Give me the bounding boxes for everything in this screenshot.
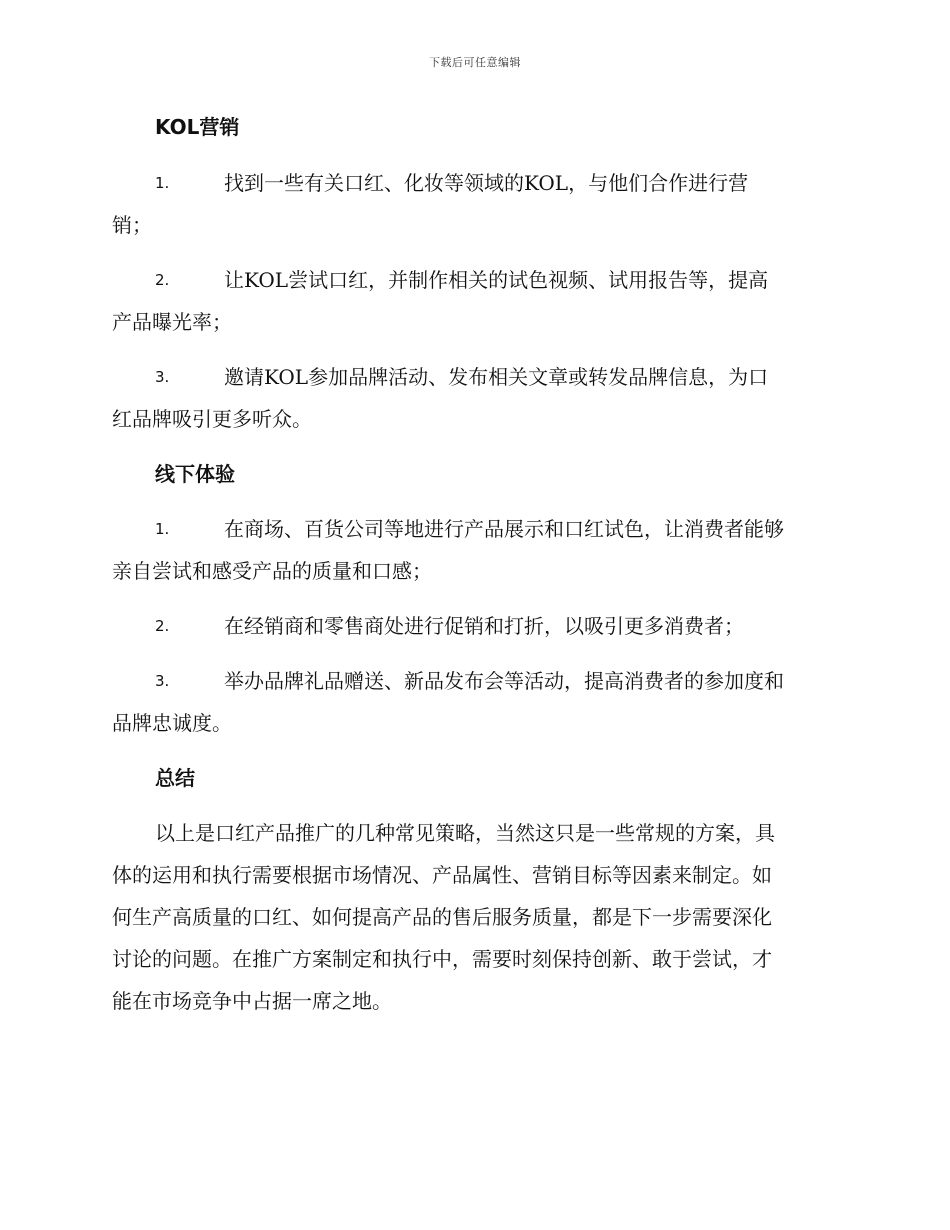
section-heading-kol: KOL营销	[155, 115, 240, 139]
list-item-text-continued: 红品牌吸引更多听众。	[112, 407, 312, 431]
list-item-text: 邀请KOL参加品牌活动、发布相关文章或转发品牌信息，为口	[224, 365, 769, 389]
section-heading-offline: 线下体验	[155, 462, 235, 486]
list-item-text: 在经销商和零售商处进行促销和打折，以吸引更多消费者；	[224, 614, 744, 638]
list-item-text-continued: 品牌忠诚度。	[112, 711, 232, 735]
list-item-number: 2.	[155, 271, 170, 289]
list-item-text: 在商场、百货公司等地进行产品展示和口红试色，让消费者能够	[224, 517, 784, 541]
list-item-number: 3.	[155, 368, 170, 386]
list-item-text-continued: 销；	[112, 213, 152, 237]
list-item-number: 1.	[155, 520, 170, 538]
paragraph-line: 讨论的问题。在推广方案制定和执行中，需要时刻保持创新、敢于尝试，才	[112, 947, 772, 971]
paragraph-line: 能在市场竞争中占据一席之地。	[112, 989, 392, 1013]
list-item-number: 2.	[155, 617, 170, 635]
paragraph-line: 何生产高质量的口红、如何提高产品的售后服务质量，都是下一步需要深化	[112, 905, 772, 929]
list-item-text-continued: 产品曝光率；	[112, 310, 232, 334]
section-heading-summary: 总结	[155, 766, 195, 790]
page-header: 下载后可任意编辑	[429, 56, 521, 69]
list-item-number: 3.	[155, 672, 170, 690]
list-item-text: 举办品牌礼品赠送、新品发布会等活动，提高消费者的参加度和	[224, 669, 784, 693]
paragraph-line: 以上是口红产品推广的几种常见策略，当然这只是一些常规的方案，具	[155, 821, 775, 845]
list-item-text: 找到一些有关口红、化妆等领域的KOL，与他们合作进行营	[224, 171, 749, 195]
list-item-text: 让KOL尝试口红，并制作相关的试色视频、试用报告等，提高	[224, 268, 769, 292]
list-item-number: 1.	[155, 174, 170, 192]
paragraph-line: 体的运用和执行需要根据市场情况、产品属性、营销目标等因素来制定。如	[112, 863, 772, 887]
list-item-text-continued: 亲自尝试和感受产品的质量和口感；	[112, 559, 432, 583]
